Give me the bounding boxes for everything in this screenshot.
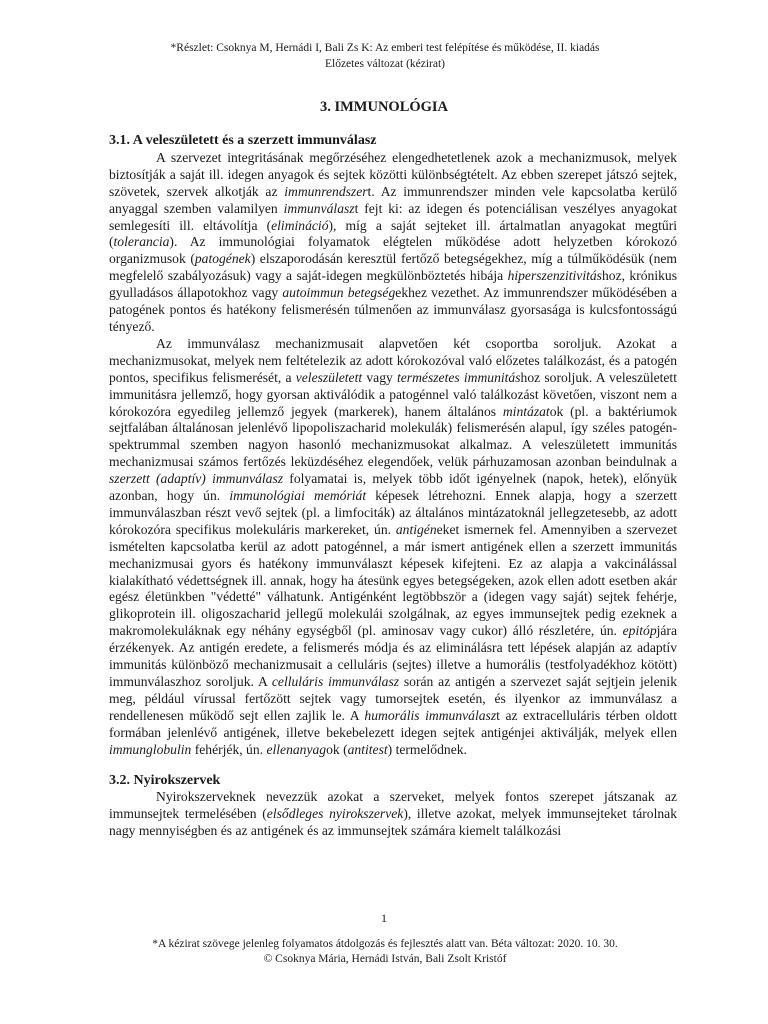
header-citation: *Részlet: Csoknya M, Hernádi I, Bali Zs K: Az emberi test felépítése és működése, II. kiadás xyxy=(170,42,600,54)
text-run: során az antigén a szervezet saját sejtjein jelenik meg, például vírussal fertőzött sejtek vagy tumorsejtek esetén, és ilyenkor az immunválasz a rendellenesen működő sejt ellen zajlik le. A xyxy=(109,674,677,723)
italic-term: szerzett (adaptív) immunválasz xyxy=(109,471,284,487)
section-2-paragraph-1 xyxy=(109,789,677,840)
italic-term: immunrendszer xyxy=(284,183,368,199)
section-2-title: 3.2. Nyirokszervek xyxy=(109,772,221,788)
italic-term: celluláris immunválasz xyxy=(271,674,400,689)
text-run: eket ismernek fel. Amennyiben a szervezet ismételten kapcsolatba kerül az adott patogénnel, a már ismert antigének ellen a szerzett immunitás mechanizmusai gyors és hatékony immunválaszt képesek kifejteni. Ez az alapja a vakcinálással kialakítható védettségnek ill. annak, hogy ha átesünk egyes betegségeken, azok ellen adott esetben akár egész életünkben "védetté" válhatunk. Antigénként legtöbbször a (idegen vagy saját) sejtek fehérje, glikoprotein ill. oligoszacharid jellegű molekulái szolgálnak, az egyes immunsejtek pedig ezeknek a makromolekuláknak egy néhány egységből (pl. aminosav vagy cukor) álló részletére, ún. xyxy=(109,521,677,639)
text-run: fehérjék, ún. xyxy=(191,741,267,757)
footer-copyright: © Csoknya Mária, Hernádi István, Bali Zsolt Kristóf xyxy=(263,953,507,965)
text-run: t fejt ki: az idegen és potenciálisan veszélyes anyagokat semlegesíti ill. eltávolítja ( xyxy=(109,200,677,233)
text-run: Nyirokszerveknek nevezzük azokat a szerveket, melyek fontos szerepet játszanak az immunsejtek termelésében ( xyxy=(109,789,677,822)
italic-term: ellenanyag xyxy=(266,741,327,757)
section-1-title: 3.1. A veleszületett és a szerzett immunválasz xyxy=(109,133,377,148)
italic-term: antitest xyxy=(347,741,388,757)
italic-term: antigén xyxy=(395,521,437,537)
text-run: hoz, krónikus gyulladásos állapotokhoz vagy xyxy=(109,268,677,301)
italic-term: autoimmun betegség xyxy=(282,285,396,301)
section-1-paragraph-1 xyxy=(109,150,677,336)
text-run: ekhez vezethet. Az immunrendszer működésében a patogének pontos és hatékony felismerésén túlmenően az immunválasz gyorsasága is kulcsfontosságú tényező. xyxy=(109,285,677,334)
italic-term: elsődleges nyirokszervek xyxy=(266,806,404,822)
italic-term: veleszületett xyxy=(295,369,363,385)
italic-term: elimináció xyxy=(271,217,329,233)
italic-term: immunválasz xyxy=(283,200,355,216)
text-run: A szervezet integritásának megőrzéséhez elengedhetetlenek azok a mechanizmusok, melyek biztosítják a saját ill. idegen anyagok és sejtek közötti különbségtételt. Az ebben szerepet játszó sejtek, szövetek, szervek alkotják az xyxy=(109,149,677,199)
footer-disclaimer: *A kézirat szövege jelenleg folyamatos átdolgozás és fejlesztés alatt van. Béta változat: 2020. 10. 30. xyxy=(152,938,618,950)
text-run: t az extracelluláris térben oldott formában jelenlévő antigének, illetve bekebelezett idegen sejtek antigénjei aktiválják, melyek ellen xyxy=(109,707,677,740)
text-run: Az immunválasz mechanizmusait alapvetően két csoportba soroljuk. Azokat a mechanizmusokat, melyek nem feltételezik az adott kórokozóval való előzetes találkozást, és a patogén pontos, specifikus felismerését, a xyxy=(109,335,677,385)
text-run: ) termelődnek. xyxy=(387,741,467,757)
italic-term: hiperszenzitivitás xyxy=(507,268,602,284)
page-footer xyxy=(60,937,710,967)
page-header xyxy=(60,40,710,72)
text-run: ok ( xyxy=(326,741,348,757)
section-1-paragraph-2 xyxy=(109,336,677,759)
text-run: ok (pl. a baktériumok sejtfalában általánosan jelenlévő lipopoliszacharid molekulák) felismerésén alapul, így széles patogén-spektrummal szemben nagyon hasonló mechanizmusokat alkalmaz. A veleszületett immunitás mechanizmusai számos fertőzés leküzdéséhez elegendőek, velük párhuzamosan azonban beindulnak a xyxy=(109,403,677,470)
text-run: folyamatai is, melyek több időt igényelnek (napok, hetek), előnyük azonban, hogy ún. xyxy=(109,471,677,504)
text-run: ) elszaporodásán keresztül fertőző betegségekhez, míg a túlműködésük (nem megfelelő szabályozásuk) vagy a saját-idegen megkülönböztetés hibája xyxy=(109,251,677,284)
text-run: ), míg a saját sejteket ill. ártalmatlan anyagokat megtűri ( xyxy=(109,217,677,250)
italic-term: mintázat xyxy=(502,403,550,419)
italic-term: immunológiai memóriát xyxy=(229,488,367,504)
italic-term: természetes immunitás xyxy=(397,369,521,385)
text-run: t. Az immunrendszer minden vele kapcsolatba kerülő anyaggal szemben valamilyen xyxy=(109,183,678,216)
text-run: ), illetve azokat, melyek immunsejteket tárolnak nagy mennyiségben és az antigének és az immunsejtek számára kiemelt találkozási xyxy=(109,806,677,839)
text-run: képesek létrehozni. Ennek alapja, hogy a szerzett immunválaszban részt vevő sejtek (pl. a limfociták) az általános mintázatoknál jellegzetesebb, az adott kórokozóra specifikus molekuláris markereket, ún. xyxy=(109,488,677,537)
italic-term: epitóp xyxy=(622,623,657,639)
body-text xyxy=(109,133,677,840)
text-run: ). Az immunológiai folyamatok elégtelen működése adott helyzetben kórokozó organizmusok ( xyxy=(109,234,677,267)
italic-term: humorális immunválasz xyxy=(364,707,497,723)
page-number: 1 xyxy=(381,911,387,925)
italic-term: patogének xyxy=(194,251,251,267)
italic-term: immunglobulin xyxy=(109,741,192,757)
text-run: jára érzékenyek. Az antigén eredete, a felismerés módja és az eliminálásra tett lépések alapján az adaptív immunitás különböző mechanizmusait a celluláris (sejtes) illetve a humorális (testfolyadékhoz kötött) immunválaszhoz soroljuk. A xyxy=(109,623,677,689)
chapter-title: 3. IMMUNOLÓGIA xyxy=(319,99,449,115)
text-run: vagy xyxy=(362,369,397,385)
header-version: Előzetes változat (kézirat) xyxy=(324,58,446,70)
italic-term: tolerancia xyxy=(113,234,170,250)
text-run: hoz soroljuk. A veleszületett immunitásra jellemző, hogy gyorsan aktiválódik a patogénnel való találkozást követően, viszont nem a kórokozóra egyedileg jellemző jegyek (markerek), hanem általános xyxy=(109,369,677,419)
